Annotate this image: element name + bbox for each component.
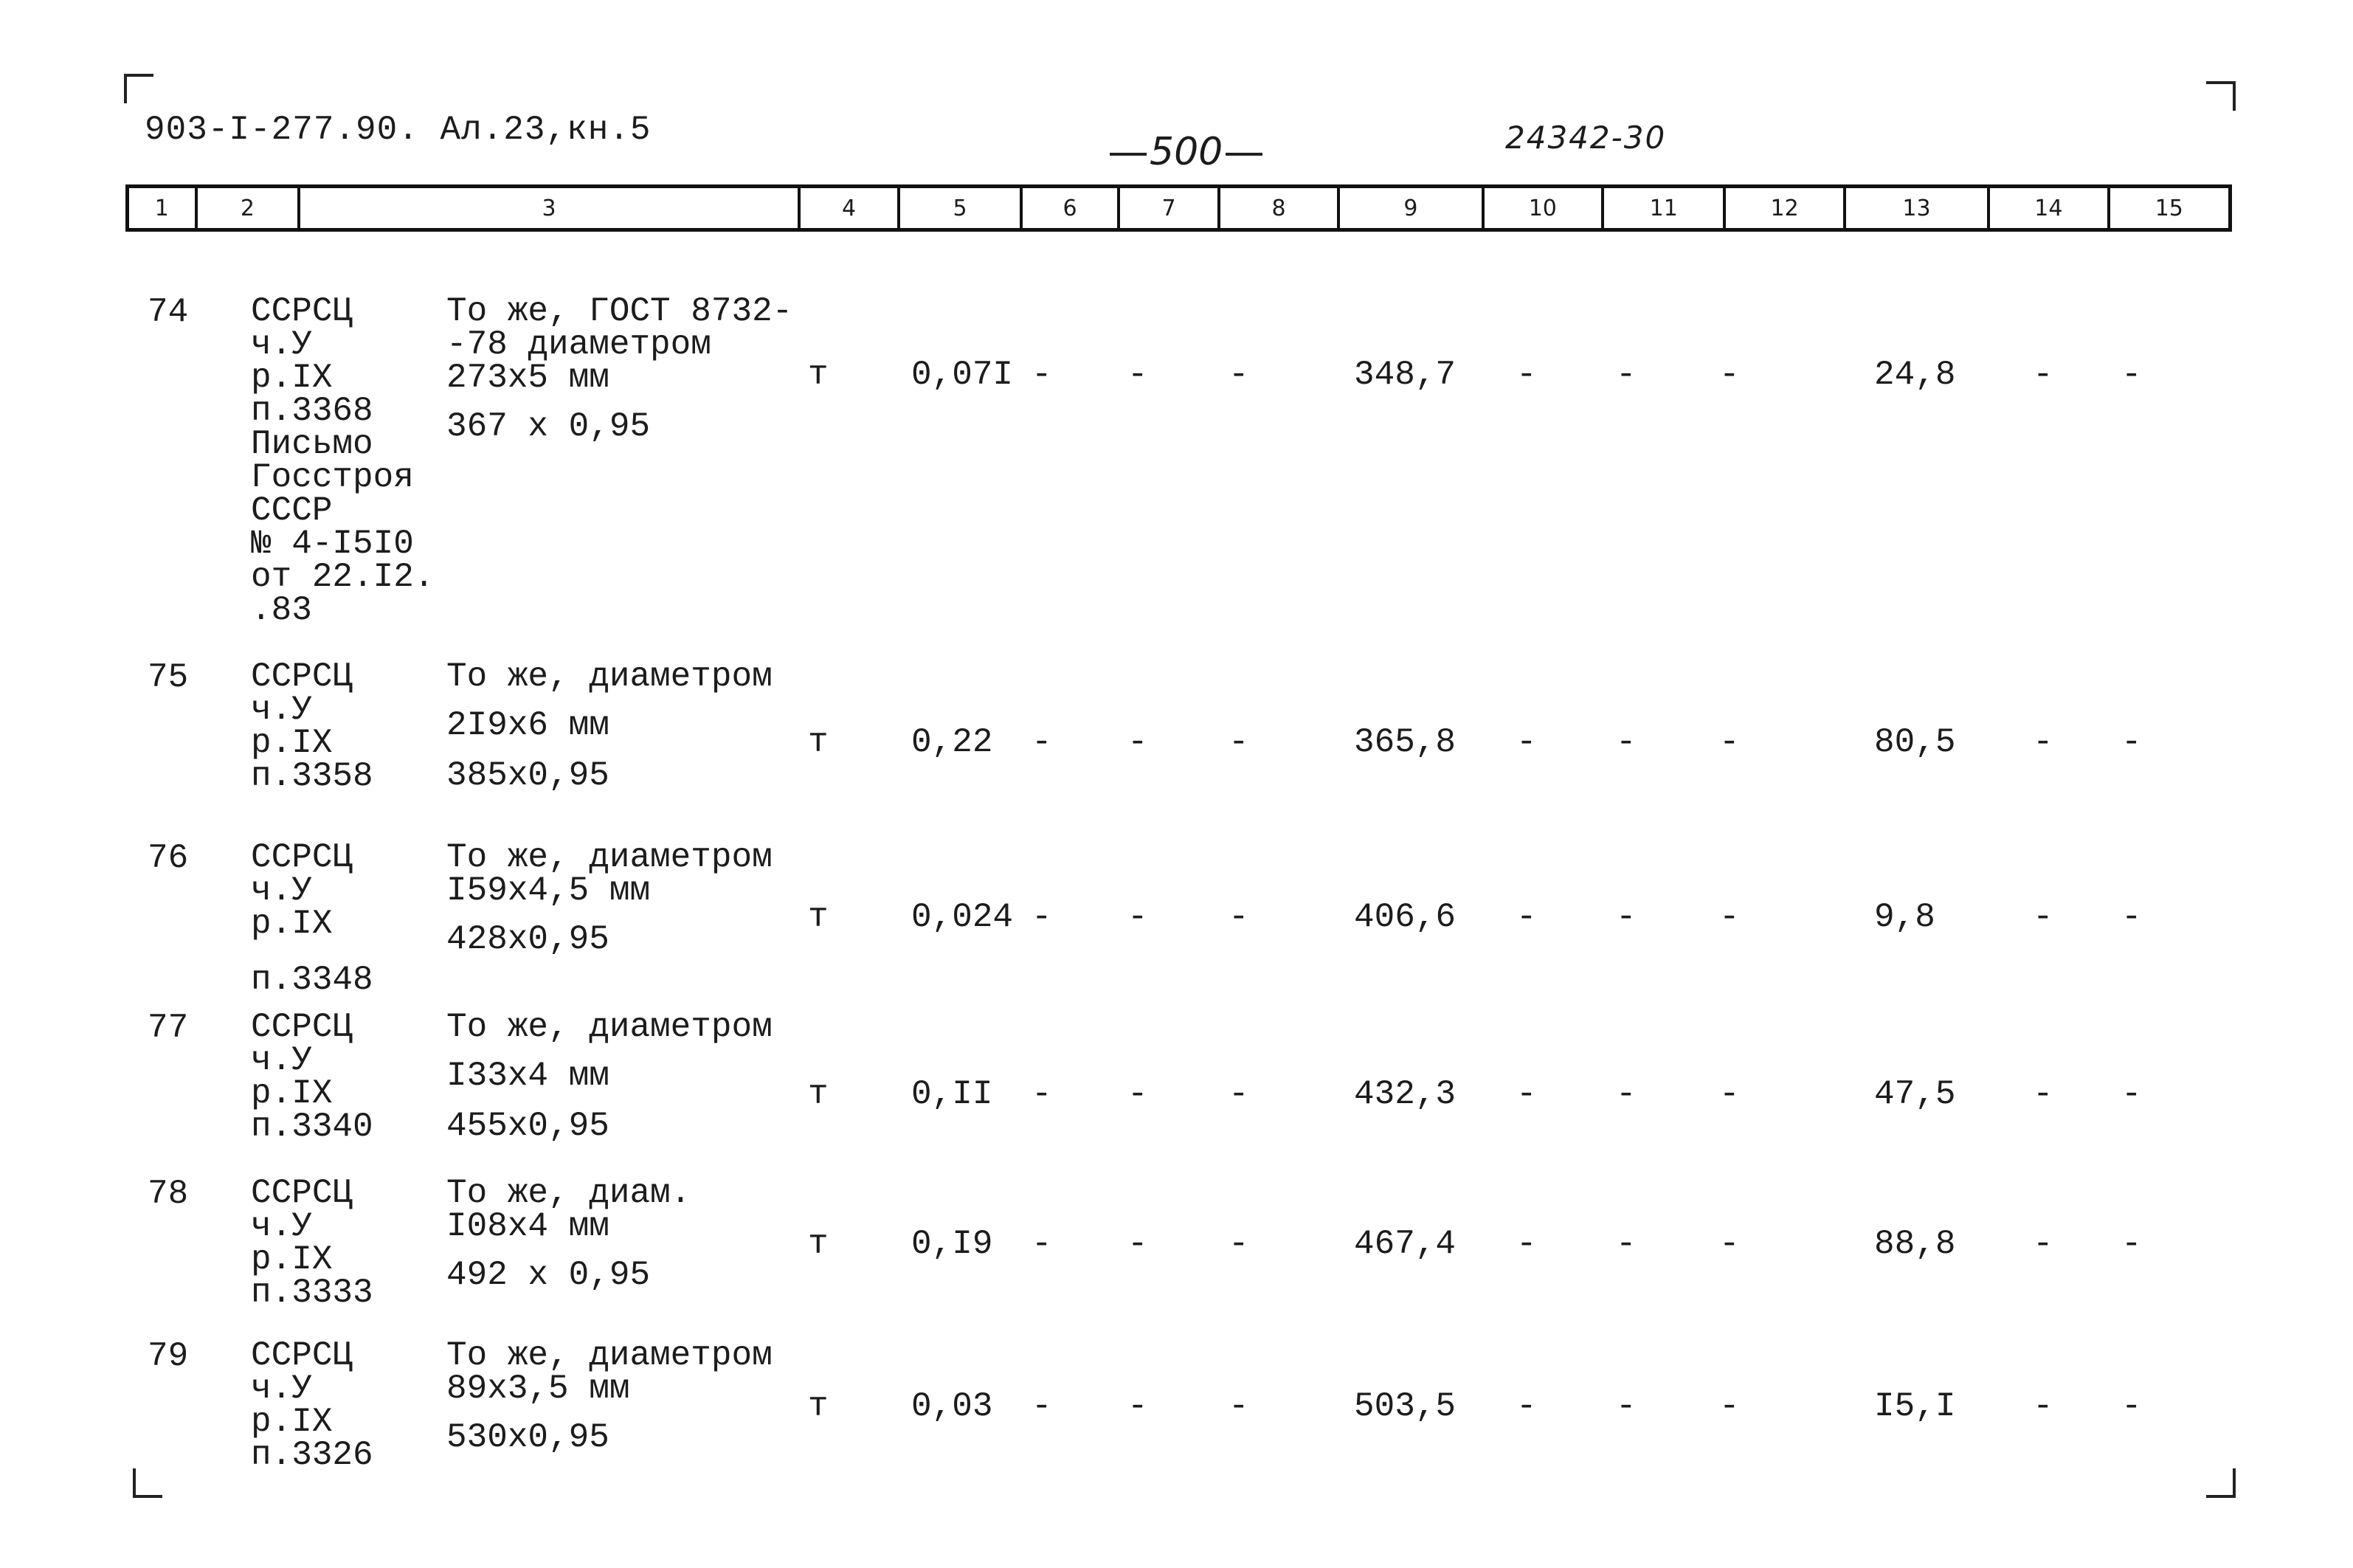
document-code: 903-I-277.90. Ал.23,кн.5	[145, 111, 652, 149]
row-74-desc: То же, ГОСТ 8732- -78 диаметром 273х5 мм	[446, 292, 793, 397]
row-77-c11: -	[1616, 1075, 1637, 1113]
row-74-c6: -	[1032, 356, 1052, 394]
row-77-c6: -	[1032, 1075, 1052, 1113]
page-number-dash-right	[1226, 153, 1262, 156]
row-77-c8: -	[1229, 1075, 1249, 1113]
row-74-unit: т	[808, 356, 829, 394]
row-79-c10: -	[1516, 1387, 1537, 1426]
row-77-c12: -	[1719, 1075, 1740, 1113]
row-76-calc: 428х0,95	[446, 920, 609, 959]
row-79-calc: 530х0,95	[446, 1418, 609, 1457]
row-76-num: 76	[148, 839, 189, 877]
row-79-c15: -	[2121, 1387, 2142, 1426]
row-76-code: ССРСЦ ч.У р.IX	[251, 838, 353, 943]
row-75-size: 2I9х6 мм	[446, 706, 609, 745]
row-76-unit: т	[808, 898, 829, 936]
column-header-row	[125, 184, 2232, 232]
row-77-c15: -	[2121, 1075, 2142, 1113]
row-74-price: 348,7	[1354, 356, 1457, 394]
page-number-dash-left	[1110, 153, 1147, 156]
row-78-c7: -	[1127, 1225, 1148, 1263]
row-78-calc: 492 х 0,95	[446, 1256, 651, 1294]
row-75-qty: 0,22	[911, 723, 993, 761]
row-74-num: 74	[148, 293, 189, 331]
row-75-code: ССРСЦ ч.У р.IX п.3358	[251, 657, 373, 795]
row-79-c7: -	[1127, 1387, 1148, 1426]
row-75-c8: -	[1229, 723, 1249, 761]
row-77-calc: 455х0,95	[446, 1107, 609, 1145]
row-74-c14: -	[2033, 356, 2053, 394]
column-header-2: 2	[198, 188, 301, 228]
corner-mark-bottom-left	[133, 1468, 162, 1498]
row-79-c11: -	[1616, 1387, 1637, 1426]
row-76-c6: -	[1032, 898, 1052, 936]
row-78-c14: -	[2033, 1225, 2053, 1263]
row-78-desc: То же, диам. I08х4 мм	[446, 1174, 691, 1246]
row-77-size: I33х4 мм	[446, 1057, 609, 1095]
column-header-6: 6	[1023, 188, 1121, 228]
row-74-c8: -	[1229, 356, 1249, 394]
row-79-desc: То же, диаметром 89х3,5 мм	[446, 1336, 773, 1408]
row-75-c14: -	[2033, 723, 2053, 761]
row-79-c6: -	[1032, 1387, 1052, 1426]
column-header-13: 13	[1846, 188, 1990, 228]
row-77-price: 432,3	[1354, 1075, 1457, 1113]
column-header-3: 3	[300, 188, 801, 228]
row-75-unit: т	[808, 723, 829, 761]
row-78-c12: -	[1719, 1225, 1740, 1263]
corner-mark-bottom-right	[2206, 1468, 2236, 1498]
row-74-c7: -	[1127, 356, 1148, 394]
row-75-c12: -	[1719, 723, 1740, 761]
column-header-12: 12	[1726, 188, 1845, 228]
row-77-c14: -	[2033, 1075, 2053, 1113]
row-74-c10: -	[1516, 356, 1537, 394]
row-75-desc: То же, диаметром	[446, 657, 773, 696]
row-74-c12: -	[1719, 356, 1740, 394]
row-76-c14: -	[2033, 898, 2053, 936]
row-79-qty: 0,03	[911, 1387, 993, 1426]
row-74-code: ССРСЦ ч.У р.IX п.3368 Письмо Госстроя СССР № 4-I5I0 от 22.I2. .83	[251, 292, 435, 629]
row-77-unit: т	[808, 1075, 829, 1113]
row-75-c6: -	[1032, 723, 1052, 761]
column-header-7: 7	[1120, 188, 1220, 228]
row-76-price: 406,6	[1354, 898, 1457, 936]
row-75-num: 75	[148, 658, 189, 697]
row-75-price: 365,8	[1354, 723, 1457, 761]
column-header-14: 14	[1990, 188, 2110, 228]
row-79-price: 503,5	[1354, 1387, 1457, 1426]
row-76-qty: 0,024	[911, 898, 1014, 936]
column-header-9: 9	[1340, 188, 1484, 228]
column-header-8: 8	[1220, 188, 1340, 228]
column-header-5: 5	[900, 188, 1022, 228]
row-75-c11: -	[1616, 723, 1637, 761]
row-78-num: 78	[148, 1175, 189, 1213]
row-79-code: ССРСЦ ч.У р.IX п.3326	[251, 1336, 373, 1474]
row-76-c7: -	[1127, 898, 1148, 936]
inventory-number: 24342-30	[1505, 120, 1667, 156]
row-78-c10: -	[1516, 1225, 1537, 1263]
column-header-10: 10	[1485, 188, 1604, 228]
row-78-price: 467,4	[1354, 1225, 1457, 1263]
row-77-qty: 0,II	[911, 1075, 993, 1113]
corner-mark-top-left	[124, 74, 153, 103]
row-76-c10: -	[1516, 898, 1537, 936]
row-76-c11: -	[1616, 898, 1637, 936]
row-78-total: 88,8	[1874, 1225, 1956, 1263]
column-header-4: 4	[801, 188, 901, 228]
row-74-calc: 367 х 0,95	[446, 407, 651, 446]
row-77-c10: -	[1516, 1075, 1537, 1113]
column-header-1: 1	[129, 188, 198, 228]
row-75-calc: 385х0,95	[446, 756, 609, 795]
row-77-total: 47,5	[1874, 1075, 1956, 1113]
row-74-total: 24,8	[1874, 356, 1956, 394]
row-74-c15: -	[2121, 356, 2142, 394]
page-number-value: 500	[1150, 130, 1223, 174]
row-74-qty: 0,07I	[911, 356, 1014, 394]
row-79-c14: -	[2033, 1387, 2053, 1426]
row-77-desc: То же, диаметром	[446, 1008, 773, 1046]
row-78-c6: -	[1032, 1225, 1052, 1263]
row-78-unit: т	[808, 1225, 829, 1263]
row-76-total: 9,8	[1874, 898, 1935, 936]
row-77-code: ССРСЦ ч.У р.IX п.3340	[251, 1008, 373, 1146]
row-79-c8: -	[1229, 1387, 1249, 1426]
row-75-c15: -	[2121, 723, 2142, 761]
row-76-desc: То же, диаметром I59х4,5 мм	[446, 838, 773, 910]
corner-mark-top-right	[2206, 81, 2236, 111]
row-79-total: I5,I	[1874, 1387, 1956, 1426]
column-header-15: 15	[2155, 195, 2183, 221]
row-79-c12: -	[1719, 1387, 1740, 1426]
row-78-c15: -	[2121, 1225, 2142, 1263]
row-75-c7: -	[1127, 723, 1148, 761]
column-header-11: 11	[1604, 188, 1726, 228]
row-75-total: 80,5	[1874, 723, 1956, 761]
row-76-c12: -	[1719, 898, 1740, 936]
row-79-num: 79	[148, 1337, 189, 1375]
row-77-c7: -	[1127, 1075, 1148, 1113]
row-75-c10: -	[1516, 723, 1537, 761]
row-78-code: ССРСЦ ч.У р.IX п.3333	[251, 1174, 373, 1312]
row-76-c8: -	[1229, 898, 1249, 936]
page-number	[1107, 130, 1265, 174]
row-76-c15: -	[2121, 898, 2142, 936]
row-76-code_extra: п.3348	[251, 961, 373, 999]
row-74-c11: -	[1616, 356, 1637, 394]
row-79-unit: т	[808, 1387, 829, 1426]
row-78-c8: -	[1229, 1225, 1249, 1263]
row-77-num: 77	[148, 1009, 189, 1047]
row-78-qty: 0,I9	[911, 1225, 993, 1263]
row-78-c11: -	[1616, 1225, 1637, 1263]
